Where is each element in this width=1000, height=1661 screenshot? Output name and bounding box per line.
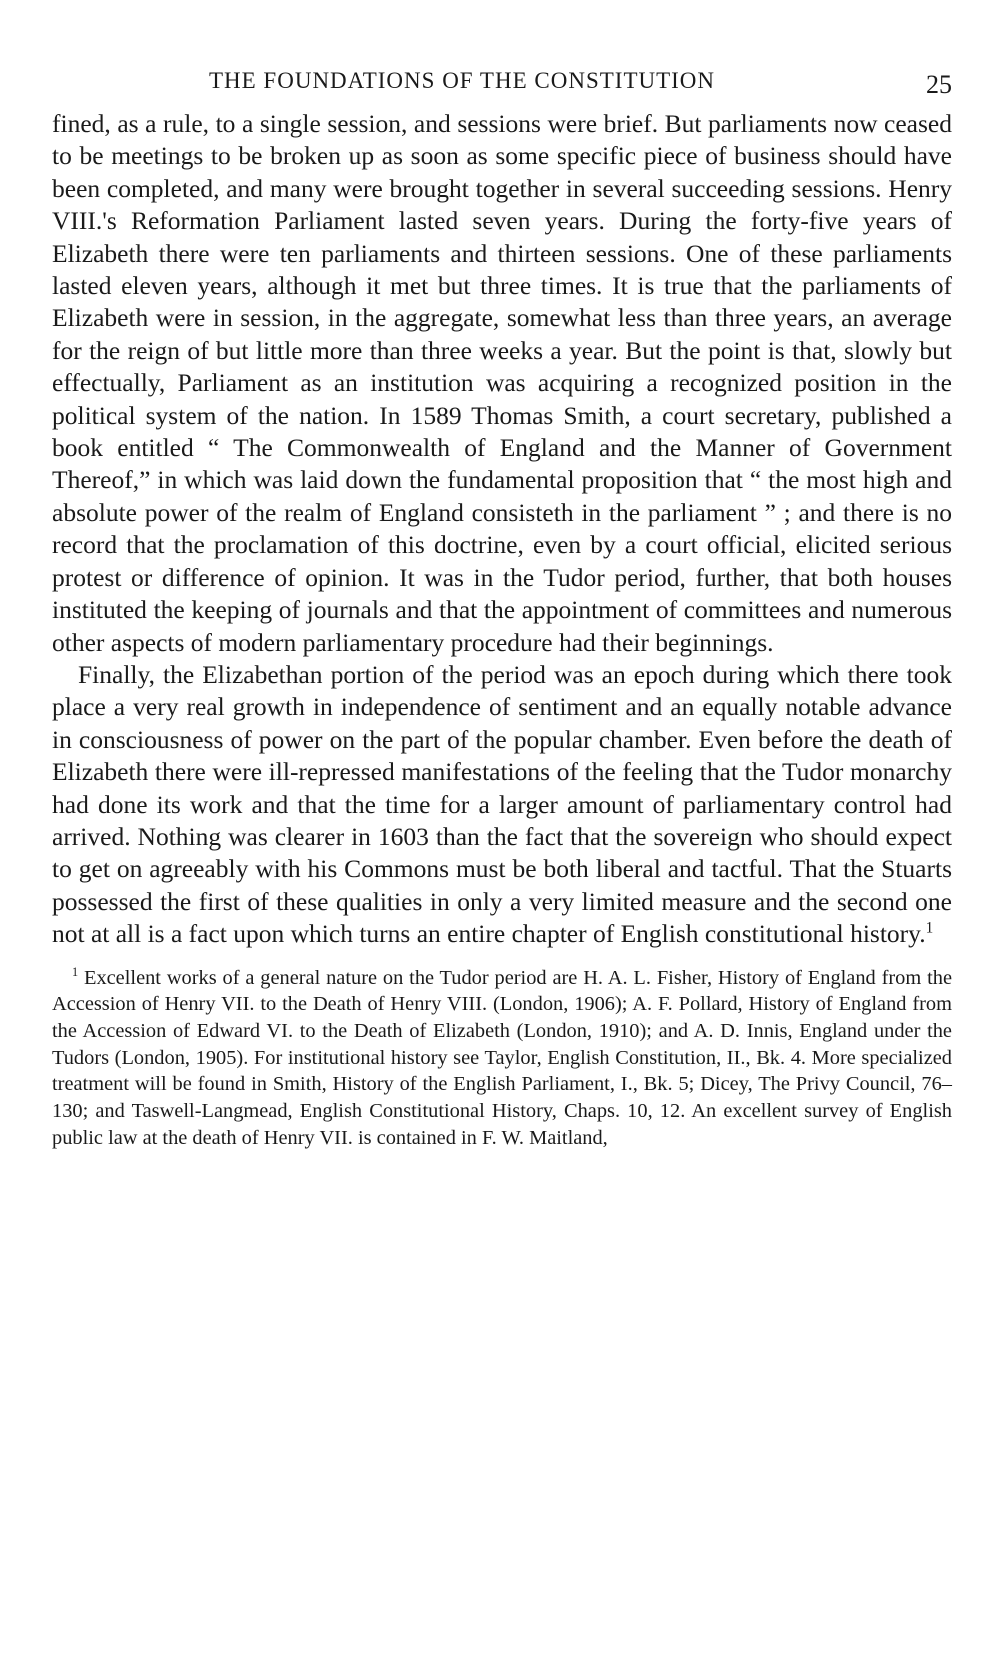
footnote-text: Excellent works of a general nature on the Tudor period are H. A. L. Fisher, History of England from the Accession of Henry VII. to the Death of Henry VIII. (London, 1906); A. F. Pollard, History of England from the Accession of Edward VI. to the Death of Elizabeth (London, 1910); and A. D. Innis, England under the Tudors (London, 1905). For institutional history see Taylor, English Constitution, II., Bk. 4. More specialized treatment will be found in Smith, History of the English Parliament, I., Bk. 5; Dicey, The Privy Council, 76–130; and Taswell-Langmead, English Constitutional History, Chaps. 10, 12. An excellent survey of English public law at the death of Henry VII. is contained in F. W. Maitland,: [52, 966, 952, 1149]
footnotes: [52, 965, 952, 1152]
page-number: 25: [926, 70, 952, 99]
body-text: [52, 108, 952, 951]
footnote: [52, 965, 952, 1152]
footnote-marker: 1: [72, 964, 79, 979]
running-title: THE FOUNDATIONS OF THE CONSTITUTION: [208, 68, 716, 93]
paragraph: fined, as a rule, to a single session, and sessions were brief. But parliaments now ceased to be meetings to be broken up as soon as some specific piece of business should have been completed, and many were brought together in several succeeding sessions. Henry VIII.'s Reformation Parliament lasted seven years. During the forty-five years of Elizabeth there were ten parliaments and thirteen sessions. One of these parliaments lasted eleven years, although it met but three times. It is true that the parliaments of Elizabeth were in session, in the aggregate, somewhat less than three years, an average for the reign of but little more than three weeks a year. But the point is that, slowly but effectually, Parliament as an institution was acquiring a recognized position in the political system of the nation. In 1589 Thomas Smith, a court secretary, published a book entitled “ The Commonwealth of England and the Manner of Government Thereof,” in which was laid down the fundamental proposition that “ the most high and absolute power of the realm of England consisteth in the parliament ” ; and there is no record that the proclamation of this doctrine, even by a court official, elicited serious protest or difference of opinion. It was in the Tudor period, further, that both houses instituted the keeping of journals and that the appointment of committees and numerous other aspects of modern parliamentary procedure had their beginnings.: [52, 109, 952, 657]
footnote-reference: 1: [925, 919, 934, 937]
book-page: [52, 68, 952, 1151]
paragraph: [52, 659, 952, 951]
paragraph-text: Finally, the Elizabethan portion of the period was an epoch during which there took place a very real growth in independence of sentiment and an equally notable advance in consciousness of power on the part of the popular chamber. Even before the death of Elizabeth there were ill-repressed manifestations of the feeling that the Tudor monarchy had done its work and that the time for a larger amount of parliamentary control had arrived. Nothing was clearer in 1603 than the fact that the sovereign who should expect to get on agreeably with his Commons must be both liberal and tactful. That the Stuarts possessed the first of these qualities in only a very limited measure and the second one not at all is a fact upon which turns an entire chapter of English constitutional history.: [52, 659, 952, 949]
running-head: [52, 68, 952, 108]
